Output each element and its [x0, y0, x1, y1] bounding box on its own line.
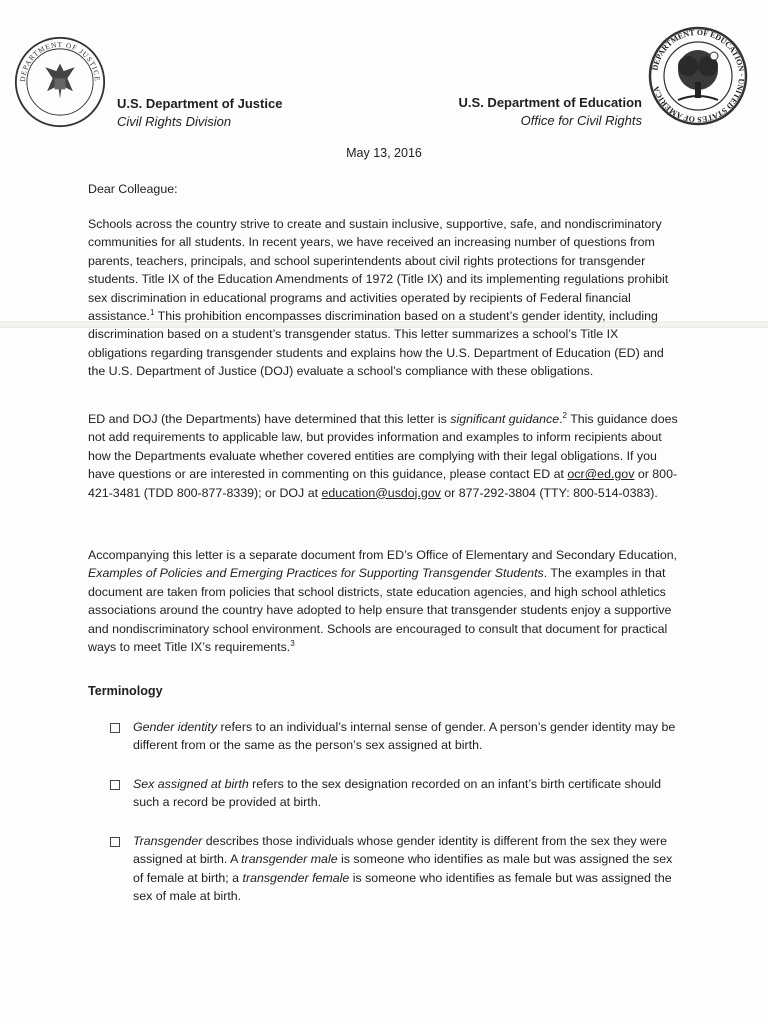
- doj-header: [117, 95, 282, 131]
- ed-seal-icon: [648, 26, 748, 126]
- paragraph-guidance: [88, 410, 678, 502]
- p2-text-a: ED and DOJ (the Departments) have determined that this letter is: [88, 412, 451, 426]
- p2-emphasis: significant guidance: [450, 412, 560, 426]
- p3-document-title: Examples of Policies and Emerging Practices for Supporting Transgender Students: [88, 566, 544, 581]
- checkbox-bullet-icon: [110, 723, 120, 733]
- footnote-2-ref[interactable]: 2: [562, 410, 567, 420]
- term-label: Transgender: [133, 834, 203, 848]
- term-label: Sex assigned at birth: [133, 777, 249, 791]
- doj-email-link[interactable]: education@usdoj.gov: [321, 485, 441, 500]
- term-transgender: [110, 832, 685, 906]
- ed-header: [459, 94, 642, 130]
- p2-text-c: This guidance does not add requirements to applicable law, but provides information and examples to inform recipients about how the Departments evaluate whether covered entities are complying with their legal obligations. If you have questions or are interested in commenting on this guidance, please contact ED at: [88, 412, 678, 482]
- term-gender-identity: [110, 718, 685, 755]
- term-label: Gender identity: [133, 720, 218, 734]
- term-label-secondary: transgender female: [242, 870, 350, 885]
- doj-seal-icon: [14, 36, 106, 128]
- term-sex-assigned-at-birth: [110, 775, 685, 812]
- ed-seal-text: DEPARTMENT OF EDUCATION · UNITED STATES OF AMERICA: [650, 27, 747, 125]
- term-definition: is someone who identifies as female but was assigned the sex of male at birth.: [133, 870, 672, 904]
- doj-agency-name: U.S. Department of Justice: [117, 96, 283, 111]
- term-definition: refers to the sex designation recorded on an infant’s birth certificate should such a record be provided at birth.: [133, 777, 662, 810]
- term-definition: describes those individuals whose gender identity is different from the sex they were assigned at birth. A: [133, 834, 668, 867]
- p3-text-b: . The examples in that document are taken from policies that school districts, state education agencies, and high school athletics associations around the country have adopted to help ensure that transgender students enjoy a supportive and nondiscriminatory school environment. Schools are encouraged to consult that document for practical ways to meet Title IX’s requirements.: [88, 566, 672, 655]
- p1-text-b: This prohibition encompasses discrimination based on a student’s gender identity, including discrimination based on a student’s transgender status. This letter summarizes a school’s Title IX obligations regarding transgender students and explains how the U.S. Department of Education (ED) and the U.S. Department of Justice (DOJ) evaluate a school’s compliance with these obligations.: [88, 309, 664, 379]
- p1-text-a: Schools across the country strive to create and sustain inclusive, supportive, safe, and nondiscriminatory communities for all students. In recent years, we have received an increasing number of questions from parents, teachers, principals, and school superintendents about civil rights protections for transgender students. Title IX of the Education Amendments of 1972 (Title IX) and its implementing regulations prohibit sex discrimination in educational programs and activities operated by recipients of Federal financial assistance.: [88, 217, 669, 324]
- term-label-secondary: transgender male: [241, 852, 338, 867]
- checkbox-bullet-icon: [110, 837, 120, 847]
- p2-text-b: .: [559, 412, 563, 426]
- checkbox-bullet-icon: [110, 780, 120, 790]
- paragraph-accompanying: [88, 546, 678, 656]
- doj-seal-text: DEPARTMENT OF JUSTICE: [17, 40, 103, 83]
- term-definition: is someone who identifies as male but was assigned the sex of female at birth; a: [133, 852, 673, 885]
- p3-text-a: Accompanying this letter is a separate document from ED’s Office of Elementary and Secondary Education,: [88, 548, 678, 562]
- paragraph-intro: [88, 215, 678, 381]
- terminology-heading: Terminology: [88, 684, 163, 698]
- ed-email-link[interactable]: ocr@ed.gov: [567, 467, 635, 482]
- ed-division-name: Office for Civil Rights: [520, 113, 642, 128]
- p2-text-e: or 877-292-3804 (TTY: 800-514-0383).: [440, 485, 658, 500]
- footnote-3-ref[interactable]: 3: [290, 638, 295, 648]
- ed-agency-name: U.S. Department of Education: [458, 95, 642, 110]
- p2-text-d: or 800-421-3481 (TDD 800-877-8339); or DOJ at: [88, 467, 678, 500]
- letter-date: May 13, 2016: [346, 146, 422, 160]
- term-definition: refers to an individual’s internal sense of gender. A person’s gender identity may be different from or the same as the person’s sex assigned at birth.: [133, 720, 676, 753]
- footnote-1-ref[interactable]: 1: [149, 307, 155, 317]
- doj-division-name: Civil Rights Division: [117, 114, 232, 129]
- salutation: Dear Colleague:: [88, 182, 178, 196]
